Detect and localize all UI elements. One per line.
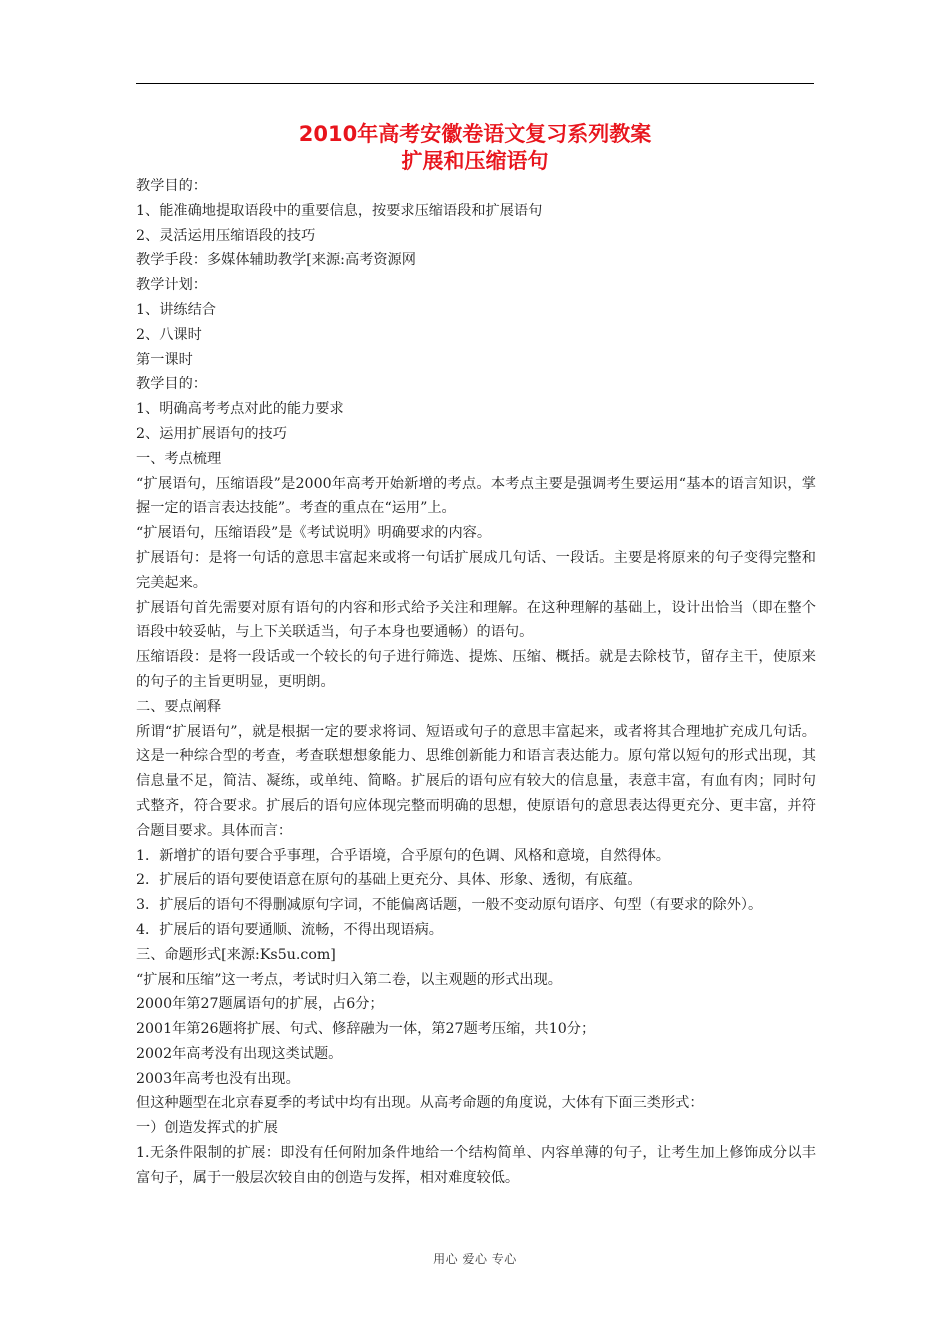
paragraph: 1.无条件限制的扩展：即没有任何附加条件地给一个结构简单、内容单薄的句子，让考生加上修饰成分以丰富句子，属于一般层次较自由的创造与发挥，相对难度较低。 (136, 1145, 816, 1186)
title-line-2: 扩展和压缩语句 (401, 149, 549, 173)
paragraph: 2003年高考也没有出现。 (136, 1070, 300, 1087)
paragraph: 1、明确高考考点对此的能力要求 (136, 401, 344, 418)
header-rule (136, 83, 814, 84)
paragraph: 教学计划： (136, 277, 207, 294)
paragraph: “扩展语句，压缩语段”是2000年高考开始新增的考点。本考点主要是强调考生要运用“基本的语言知识，掌握一定的语言表达技能”。考查的重点在“运用”上。 (136, 475, 816, 517)
paragraph: 3．扩展后的语句不得删减原句字词，不能偏离话题，一般不变动原句语序、句型（有要求的除外）。 (136, 897, 763, 914)
document-body (136, 174, 816, 1191)
paragraph: 扩展语句首先需要对原有语句的内容和形式给予关注和理解。在这种理解的基础上，设计出恰当（即在整个语段中较妥帖，与上下关联适当，句子本身也要通畅）的语句。 (136, 599, 816, 641)
paragraph: 2．扩展后的语句要使语意在原句的基础上更充分、具体、形象、透彻，有底蕴。 (136, 872, 642, 889)
paragraph: 1、能准确地提取语段中的重要信息，按要求压缩语段和扩展语句 (136, 202, 543, 219)
paragraph: 2002年高考没有出现这类试题。 (136, 1045, 343, 1062)
paragraph: “扩展和压缩”这一考点，考试时归入第二卷，以主观题的形式出现。 (136, 971, 562, 988)
title-line-1: 2010年高考安徽卷语文复习系列教案 (298, 122, 652, 146)
paragraph: 4．扩展后的语句要通顺、流畅，不得出现语病。 (136, 921, 443, 938)
paragraph: 第一课时 (136, 351, 193, 368)
paragraph: 1、讲练结合 (136, 301, 216, 318)
paragraph: 2、灵活运用压缩语段的技巧 (136, 227, 316, 244)
paragraph: 所谓“扩展语句”，就是根据一定的要求将词、短语或句子的意思丰富起来，或者将其合理地扩充成几句话。这是一种综合型的考查，考查联想想象能力、思维创新能力和语言表达能力。原句常以短句的形式出现，其信息量不足，简洁、凝练，或单纯、简略。扩展后的语句应有较大的信息量，表意丰富，有血有肉；同时句式整齐，符合要求。扩展后的语句应体现完整而明确的思想，使原语句的意思表达得更充分、更丰富，并符合题目要求。具体而言： (136, 723, 816, 839)
document-title (136, 121, 814, 175)
section-heading: 一、考点梳理 (136, 450, 222, 467)
paragraph: 1．新增扩的语句要合乎事理，合乎语境，合乎原句的色调、风格和意境，自然得体。 (136, 847, 670, 864)
paragraph: 压缩语段：是将一段话或一个较长的句子进行筛选、提炼、压缩、概括。就是去除枝节，留存主干，使原来的句子的主旨更明显，更明朗。 (136, 649, 816, 690)
paragraph: 2001年第26题将扩展、句式、修辞融为一体，第27题考压缩，共10分； (136, 1021, 596, 1038)
section-heading: 二、要点阐释 (136, 698, 222, 715)
paragraph: 扩展语句：是将一句话的意思丰富起来或将一句话扩展成几句话、一段话。主要是将原来的句子变得完整和完美起来。 (136, 549, 816, 591)
paragraph: 教学目的： (136, 178, 207, 194)
paragraph: 教学目的： (136, 376, 207, 393)
paragraph: 2、八课时 (136, 326, 202, 343)
paragraph: 但这种题型在北京春夏季的考试中均有出现。从高考命题的角度说，大体有下面三类形式： (136, 1095, 704, 1112)
paragraph: 2000年第27题属语句的扩展，占6分； (136, 996, 384, 1013)
paragraph: “扩展语句，压缩语段”是《考试说明》明确要求的内容。 (136, 525, 492, 542)
section-heading: 三、命题形式[来源:Ks5u.com] (136, 946, 336, 963)
sub-heading: 一）创造发挥式的扩展 (136, 1120, 278, 1137)
page-footer: 用心 爱心 专心 (433, 1252, 517, 1266)
paragraph: 2、运用扩展语句的技巧 (136, 425, 287, 442)
paragraph: 教学手段：多媒体辅助教学[来源:高考资源网 (136, 252, 416, 269)
